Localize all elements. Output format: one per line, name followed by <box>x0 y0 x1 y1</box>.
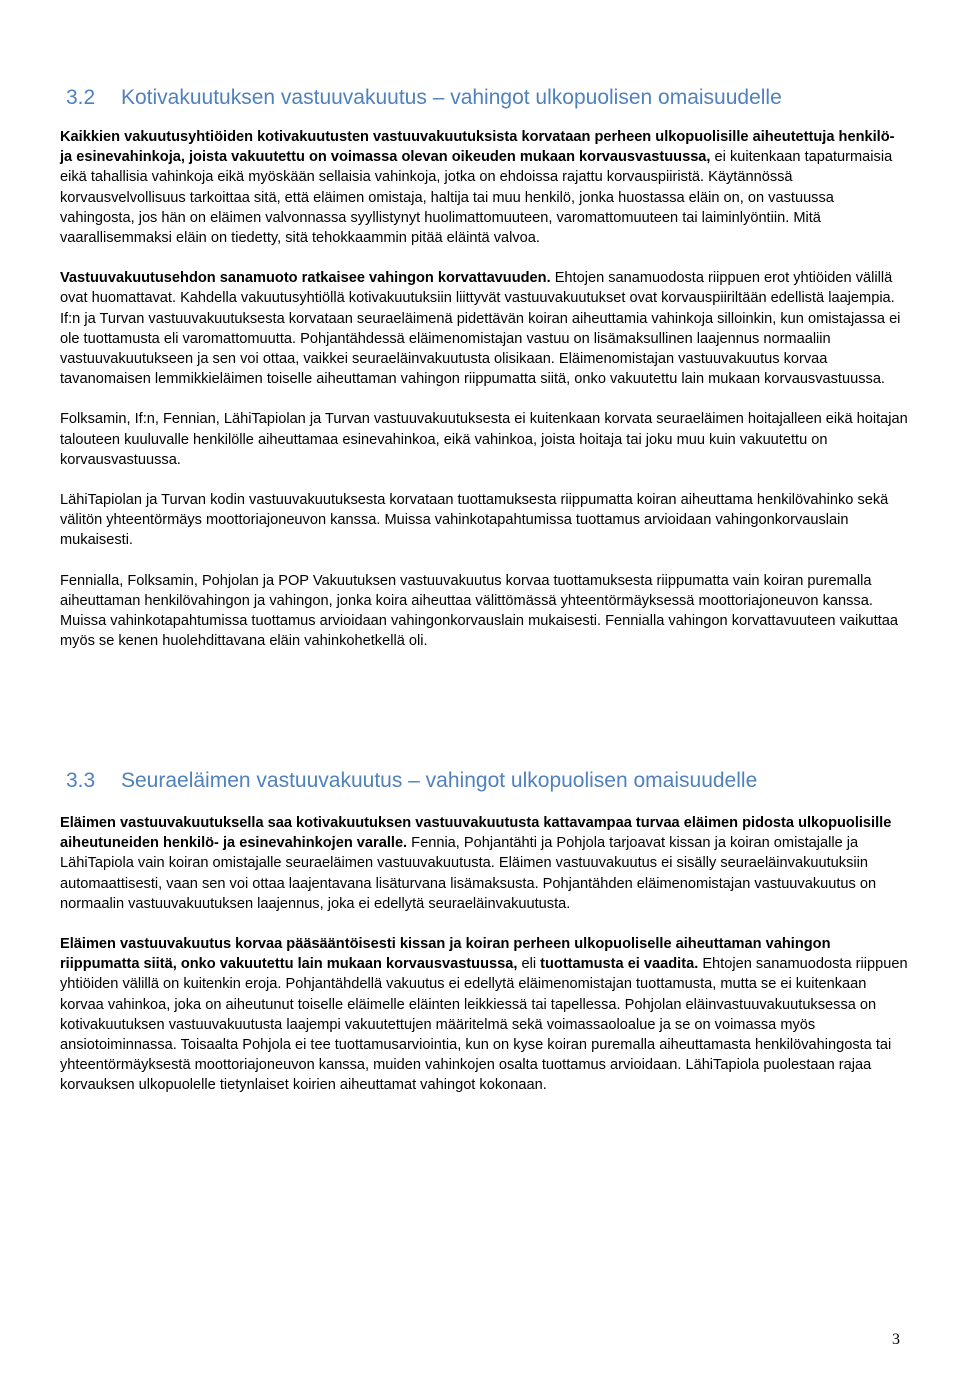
section-body-3-2 <box>60 127 910 651</box>
bold-lead: Vastuuvakuutusehdon sanamuoto ratkaisee vahingon korvattavuuden. <box>60 270 551 287</box>
page-number: 3 <box>892 1331 900 1348</box>
paragraph <box>60 409 910 470</box>
section-title: Seuraeläimen vastuuvakuutus – vahingot ulkopuolisen omaisuudelle <box>121 769 758 792</box>
paragraph <box>60 934 910 1096</box>
paragraph-text: Fennia, Pohjantähti ja Pohjola tarjoavat kissan ja koiran omistajalle ja LähiTapiola vain koiran omistajalle seuraeläimen vastuuvakuutusta. Eläimen vastuuvakuutus ei sisälly seuraeläinvakuutuksiin automaattisesti, vaan sen voi ottaa laajentavana lisäturvana lisämaksusta. Pohjantähden eläimenomistajan vastuuvakuutus on normaalin vastuuvakuutuksen laajennus, joka ei edellytä seuraeläinvakuutusta. <box>60 835 877 912</box>
paragraph-text: Folksamin, If:n, Fennian, LähiTapiolan ja Turvan vastuuvakuutuksesta ei kuitenkaan korvata seuraeläimen hoitajalleen eikä hoitajan talouteen kuuluvalle henkilölle aiheuttamaa esinevahinkoa, eikä vahinkoa, joista hoitaja tai joku muu kuin vakuutettu on korvausvastuussa. <box>60 411 908 468</box>
paragraph-text: eli <box>517 956 541 973</box>
paragraph-text: Fennialla, Folksamin, Pohjolan ja POP Vakuutuksen vastuuvakuutus korvaa tuottamuksesta riippumatta vain koiran puremalla aiheuttaman henkilövahingon ja vahingon, jonka koira aiheuttaa välittömässä yhteentörmäyksessä moottoriajoneuvon kanssa. Muissa vahinkotapahtumissa tuottamus arvioidaan vahingonkorvauslain mukaisesti. Fennialla vahingon korvattavuuteen vaikuttaa myös se kenen huolehdittavana eläin vahinkohetkellä oli. <box>60 572 899 650</box>
paragraph-text: Ehtojen sanamuodosta riippuen erot yhtiöiden välillä ovat huomattavat. Kahdella vakuutusyhtiöllä kotivakuutuksiin liittyvät vastuuvakuutukset ovat korvauspiiriltään edellistä laajempia. If:n ja Turvan vastuuvakuutuksesta korvataan seuraeläimenä pidettävän koiran aiheuttamia vahinkoja silloinkin, kun omistajassa ei ole tuottamusta eli varomattomuutta. Pohjantähdessä eläimenomistajan vastuu on lisämaksullinen laajennus normaaliin vastuuvakuutukseen ja sen voi ottaa, vaikkei seuraeläinvakuutusta olisikaan. Eläimenomistajan vastuuvakuutus korvaa tavanomaisen lemmikkieläimen toiselle aiheuttaman vahingon riippumatta siitä, onko vakuutettu lain mukaan korvausvastuussa. <box>60 270 901 388</box>
section-number: 3.3 <box>66 769 96 792</box>
bold-lead: Eläimen vastuuvakuutuksella saa kotivakuutuksen vastuuvakuutusta kattavampaa turvaa eläimen pidosta ulkopuolisille aiheutuneiden henkilö- ja esinevahinkojen varalle. <box>60 815 892 852</box>
paragraph-text: Ehtojen sanamuodosta riippuen yhtiöiden välillä on kuitenkin eroja. Pohjantähdellä vakuutus ei edellytä eläimenomistajan tuottamusta, mutta se ei kuitenkaan korvaa vahinkoa, joka on aiheutunut toiselle eläimelle eläinten leikkiessä tai tapellessa. Pohjolan eläinvastuuvakuutuksessa on kotivakuutuksen vastuuvakuutusta laajempi vakuutettujen määritelmä sekä voimassaoloalue ja se on voimassa myös ansiotoiminnassa. Toisaalta Pohjola ei tee tuottamusarviointia, kun on kyse koiran puremalla aiheuttamasta henkilövahingosta tai yhteentörmäyksestä moottoriajoneuvon kanssa, muiden vahinkojen osalta tuottamus arvioidaan. LähiTapiola puolestaan rajaa korvauksen ulkopuolelle tietynlaiset koirien aiheuttamat vahingot kokonaan. <box>60 956 908 1094</box>
paragraph <box>60 268 910 389</box>
paragraph-text: LähiTapiolan ja Turvan kodin vastuuvakuutuksesta korvataan tuottamuksesta riippumatta koiran aiheuttama henkilövahinko sekä välitön yhteentörmäys moottoriajoneuvon kanssa. Muissa vahinkotapahtumissa tuottamus arvioidaan vahingonkorvauslain mukaisesti. <box>60 492 889 549</box>
section-number: 3.2 <box>66 86 96 109</box>
paragraph <box>60 127 910 248</box>
section-title: Kotivakuutuksen vastuuvakuutus – vahingot ulkopuolisen omaisuudelle <box>121 86 782 109</box>
paragraph <box>60 813 910 914</box>
bold-lead: Eläimen vastuuvakuutus korvaa pääsääntöisesti kissan ja koiran perheen ulkopuoliselle aiheuttaman vahingon riippumatta siitä, onko vakuutettu lain mukaan korvausvastuussa, <box>60 936 831 973</box>
paragraph <box>60 490 910 551</box>
paragraph-text: ei kuitenkaan tapaturmaisia eikä tahallisia vahinkoja eikä myöskään sellaisia vahinkoja, jotka on ehdoissa rajattu korvauspiiristä. Käytännössä korvausvelvollisuus tarkoittaa sitä, että eläimen omistaja, haltija tai muu henkilö, jonka huostassa eläin on, on vastuussa vahingosta, jos hän on eläimen valvonnassa syyllistynyt huolimattomuuteen, varomattomuuteen tai laiminlyöntiin. Mitä vaarallisemmaksi eläin on tiedetty, sitä tehokkaammin pitää eläintä valvoa. <box>60 149 893 247</box>
bold-phrase: tuottamusta ei vaadita. <box>540 956 699 973</box>
section-heading-3-2 <box>66 85 782 111</box>
section-heading-3-3 <box>66 768 757 794</box>
paragraph <box>60 571 910 652</box>
section-body-3-3 <box>60 813 910 1096</box>
bold-lead: Kaikkien vakuutusyhtiöiden kotivakuutusten vastuuvakuutuksista korvataan perheen ulkopuolisille aiheutettuja henkilö- ja esinevahinkoja, joista vakuutettu on voimassa olevan oikeuden mukaan korvausvastuussa, <box>60 129 895 166</box>
